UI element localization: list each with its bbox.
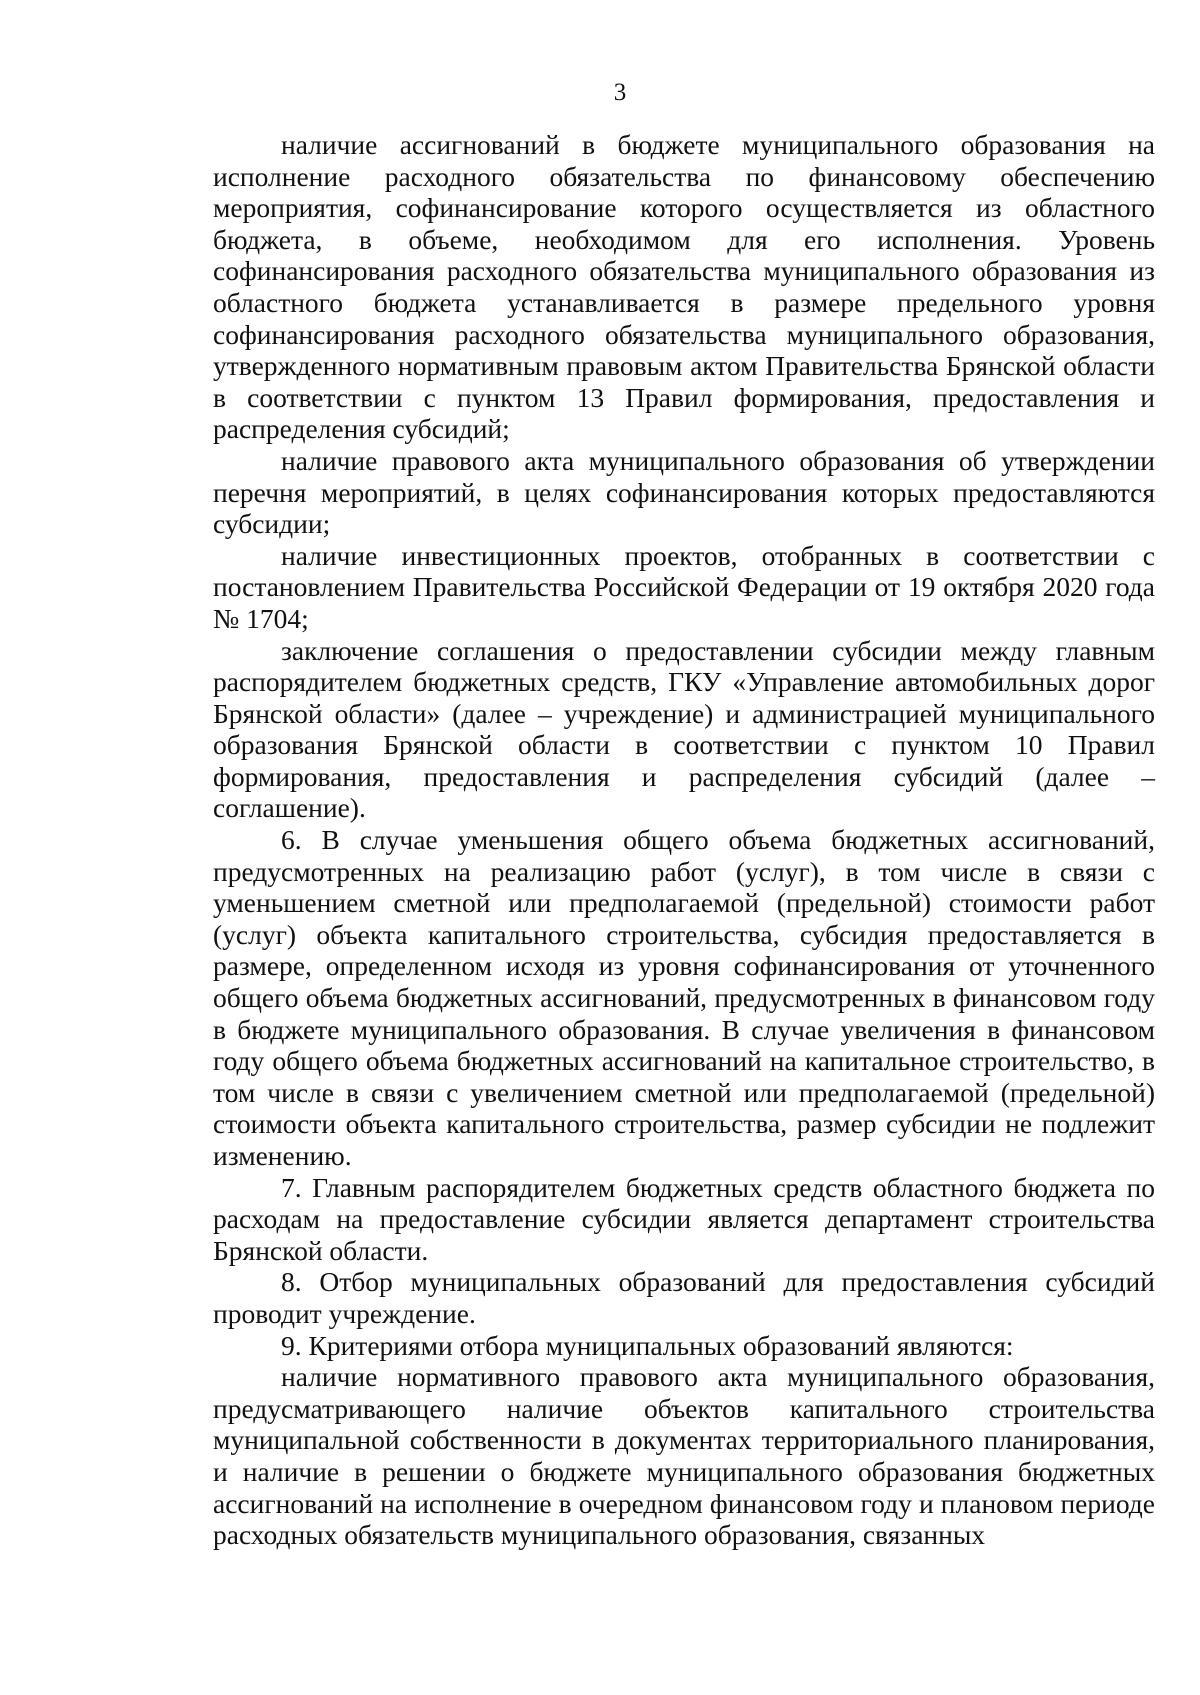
paragraph-allocations: наличие ассигнований в бюджете муниципального образования на исполнение расходного обязательства по финансовому обеспечению мероприятия, софинансирование которого осуществляется из областного бюджета, в объеме, необходимом для его исполнения. Уровень софинансирования расходного обязательства муниципального образования из областного бюджета устанавливается в размере предельного уровня софинансирования расходного обязательства муниципального образования, утвержденного нормативным правовым актом Правительства Брянской области в соответствии с пунктом 13 Правил формирования, предоставления и распределения субсидий;	[213, 129, 1155, 445]
page-number: 3	[613, 79, 627, 106]
paragraph-item-8: 8. Отбор муниципальных образований для предоставления субсидий проводит учреждение.	[213, 1266, 1155, 1329]
paragraph-item-7: 7. Главным распорядителем бюджетных средств областного бюджета по расходам на предоставление субсидии является департамент строительства Брянской области.	[213, 1171, 1155, 1266]
paragraph-investment-projects: наличие инвестиционных проектов, отобранных в соответствии с постановлением Правительства Российской Федерации от 19 октября 2020 года № 1704;	[213, 539, 1155, 634]
paragraph-item-9: 9. Критериями отбора муниципальных образований являются:	[281, 1329, 1014, 1361]
paragraph-legal-act: наличие правового акта муниципального образования об утверждении перечня мероприятий, в целях софинансирования которых предоставляются субсидии;	[213, 444, 1155, 540]
paragraph-agreement: заключение соглашения о предоставлении субсидии между главным распорядителем бюджетных средств, ГКУ «Управление автомобильных дорог Брянской области» (далее – учреждение) и администрацией муниципального образования Брянской области в соответствии с пунктом 10 Правил формирования, предоставления и распределения субсидий (далее – соглашение).	[213, 634, 1155, 824]
document-body	[213, 129, 1155, 1551]
paragraph-criteria: наличие нормативного правового акта муниципального образования, предусматривающего наличие объектов капитального строительства муниципальной собственности в документах территориального планирования, и наличие в решении о бюджете муниципального образования бюджетных ассигнований на исполнение в очередном финансовом году и плановом периоде расходных обязательств муниципального образования, связанных	[213, 1361, 1155, 1551]
paragraph-item-6: 6. В случае уменьшения общего объема бюджетных ассигнований, предусмотренных на реализацию работ (услуг), в том числе в связи с уменьшением сметной или предполагаемой (предельной) стоимости работ (услуг) объекта капитального строительства, субсидия предоставляется в размере, определенном исходя из уровня софинансирования от уточненного общего объема бюджетных ассигнований, предусмотренных в финансовом году в бюджете муниципального образования. В случае увеличения в финансовом году общего объема бюджетных ассигнований на капитальное строительство, в том числе в связи с увеличением сметной или предполагаемой (предельной) стоимости объекта капитального строительства, размер субсидии не подлежит изменению.	[213, 824, 1155, 1171]
